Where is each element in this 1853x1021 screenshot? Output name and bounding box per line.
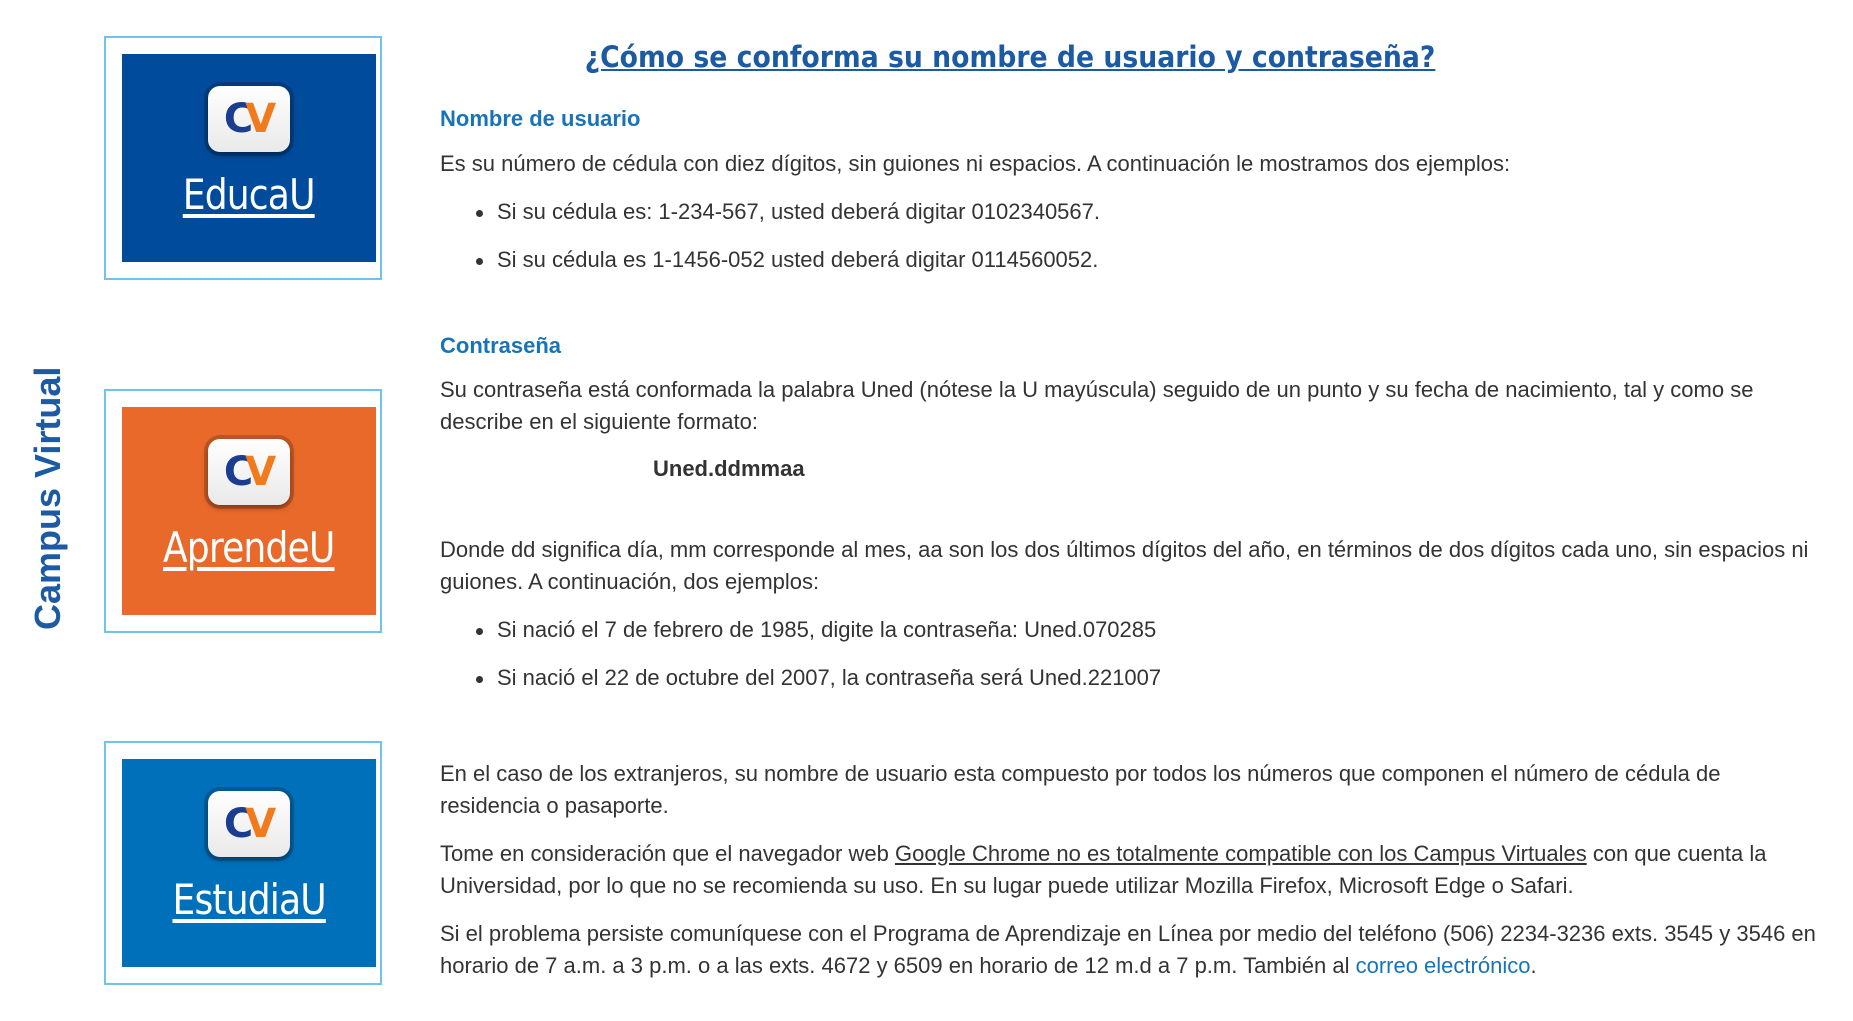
browser-note-text: Tome en consideración que el navegador web (440, 841, 895, 866)
usuario-examples-list (440, 196, 1820, 292)
cv-logo-icon: C V (208, 86, 290, 152)
tile-educau-background (122, 54, 376, 262)
list-item: Si su cédula es: 1-234-567, usted deberá digitar 0102340567. (440, 196, 1820, 244)
contrasena-heading: Contraseña (440, 333, 562, 358)
page-title: ¿Cómo se conforma su nombre de usuario y contraseña? (584, 40, 1436, 74)
contrasena-examples-list (440, 614, 1820, 710)
cv-logo-icon: C V (208, 791, 290, 857)
usuario-section (440, 148, 1820, 292)
contrasena-explanation-block (440, 534, 1820, 710)
extranjeros-note: En el caso de los extranjeros, su nombre de usuario esta compuesto por todos los números que componen el número de cédula de residencia o pasaporte. (440, 761, 1721, 818)
list-item: Si nació el 22 de octubre del 2007, la contraseña será Uned.221007 (440, 662, 1820, 710)
tile-educau-label[interactable]: EducaU (183, 170, 315, 219)
tile-aprendeu[interactable] (104, 389, 382, 633)
usuario-heading: Nombre de usuario (440, 106, 641, 131)
chrome-compatibility-link[interactable]: Google Chrome no es totalmente compatible con los Campus Virtuales (894, 841, 1587, 866)
list-item: Si nació el 7 de febrero de 1985, digite la contraseña: Uned.070285 (440, 614, 1820, 662)
support-note (440, 918, 1820, 982)
browser-note-text-end: con que cuenta la Universidad, por lo que no se recomienda su uso. En su lugar puede utilizar Mozilla Firefox, Microsoft Edge o Safari. (440, 841, 1767, 898)
password-format: Uned.ddmmaa (653, 456, 805, 481)
contrasena-explanation: Donde dd significa día, mm corresponde al mes, aa son los dos últimos dígitos del año, en términos de dos dígitos cada uno, sin espacios ni guiones. A continuación, dos ejemplos: (440, 537, 1809, 594)
browser-note (440, 838, 1820, 902)
tile-estudiau[interactable] (104, 741, 382, 985)
tile-aprendeu-background (122, 407, 376, 615)
tile-educau[interactable] (104, 36, 382, 280)
tile-estudiau-label[interactable]: EstudiaU (172, 875, 326, 924)
list-item: Si su cédula es 1-1456-052 usted deberá digitar 0114560052. (440, 244, 1820, 292)
tile-estudiau-background (122, 759, 376, 967)
email-link[interactable]: correo electrónico (1355, 953, 1531, 978)
campus-virtual-title: Campus Virtual (27, 366, 68, 630)
support-note-text: Si el problema persiste comuníquese con el Programa de Aprendizaje en Línea por medio del teléfono (506) 2234-3236 exts. 3545 y 3546 en horario de 7 a.m. a 3 p.m. o a las exts. 4672 y 6509 en horario de 12 m.d a 7 p.m. También al (440, 921, 1816, 978)
contrasena-intro: Su contraseña está conformada la palabra Uned (nótese la U mayúscula) seguido de un punto y su fecha de nacimiento, tal y como se describe en el siguiente formato: (440, 377, 1754, 434)
contrasena-intro-block (440, 374, 1820, 438)
notes-section (440, 758, 1820, 982)
cv-logo-icon: C V (208, 439, 290, 505)
usuario-intro: Es su número de cédula con diez dígitos, sin guiones ni espacios. A continuación le mostramos dos ejemplos: (440, 151, 1511, 176)
tile-aprendeu-label[interactable]: AprendeU (163, 523, 335, 572)
support-note-end: . (1530, 953, 1537, 978)
